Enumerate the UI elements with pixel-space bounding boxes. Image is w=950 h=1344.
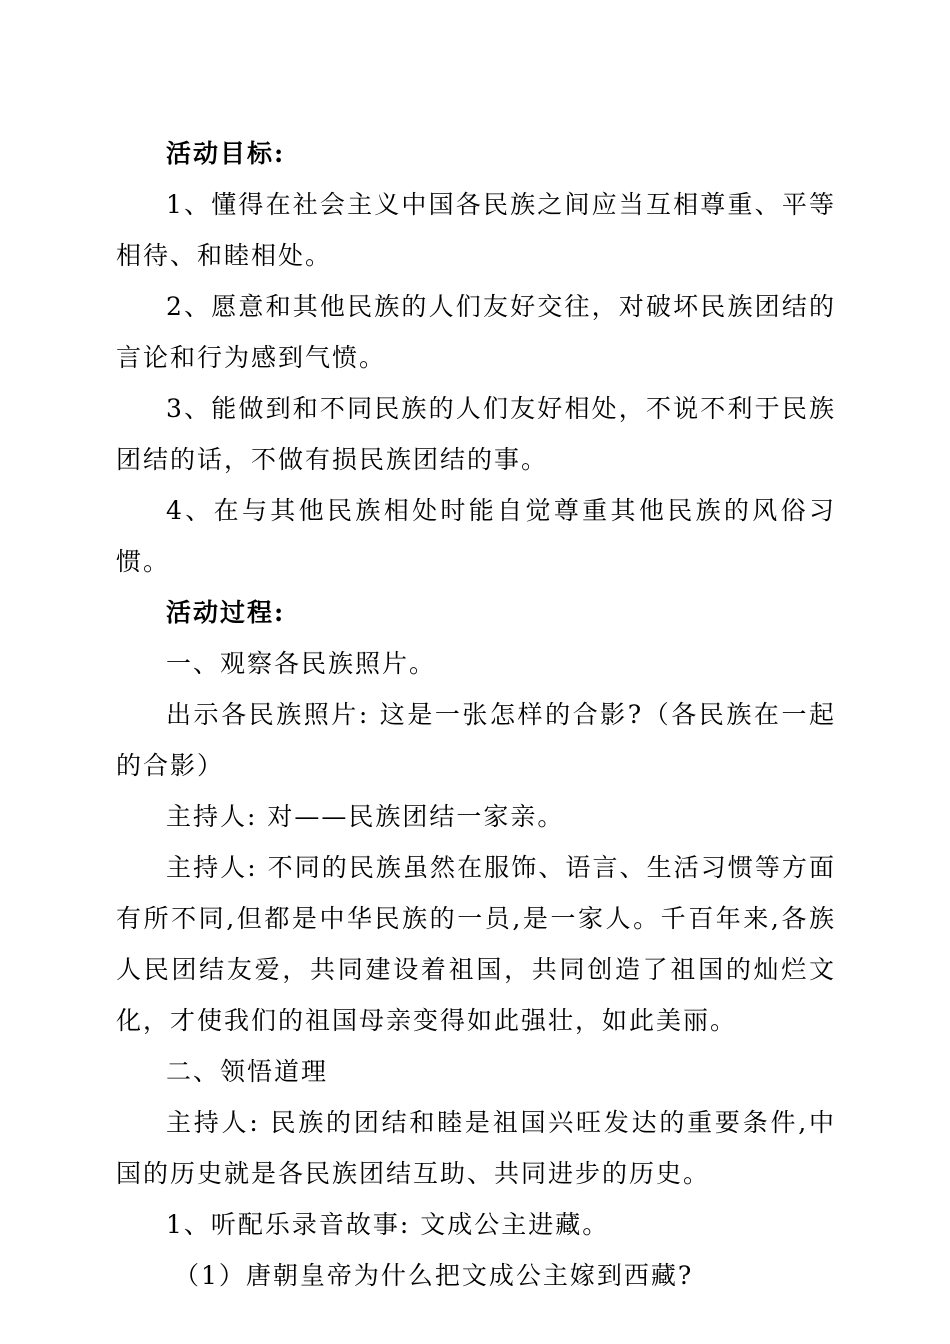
document-body [116, 128, 836, 1301]
host-line-1: 主持人: 对——民族团结一家亲。 [166, 802, 565, 831]
section-1-title: 一、观察各民族照片。 [166, 649, 437, 678]
host-line-3: 主持人: 民族的团结和睦是祖国兴旺发达的重要条件,中国的历史就是各民族团结互助、共同进步的历史。 [116, 1108, 836, 1188]
goal-2: 2、愿意和其他民族的人们友好交往，对破坏民族团结的言论和行为感到气愤。 [116, 292, 836, 372]
goal-4: 4、在与其他民族相处时能自觉尊重其他民族的风俗习惯。 [116, 496, 836, 576]
process-heading: 活动过程: [166, 598, 286, 627]
item-1: 1、听配乐录音故事: 文成公主进藏。 [166, 1210, 610, 1239]
goal-3: 3、能做到和不同民族的人们友好相处，不说不利于民族团结的话，不做有损民族团结的事。 [116, 394, 836, 474]
section-2-title: 二、领悟道理 [166, 1057, 329, 1086]
goals-heading: 活动目标: [166, 139, 286, 168]
question-1: （1）唐朝皇帝为什么把文成公主嫁到西藏? [174, 1261, 694, 1290]
host-line-2: 主持人: 不同的民族虽然在服饰、语言、生活习惯等方面有所不同,但都是中华民族的一员,是一家人。千百年来,各族人民团结友爱，共同建设着祖国，共同创造了祖国的灿烂文化，才使我们的祖国母亲变得如此强壮，如此美丽。 [116, 853, 836, 1035]
goal-1: 1、懂得在社会主义中国各民族之间应当互相尊重、平等相待、和睦相处。 [116, 190, 836, 270]
show-photos-paragraph: 出示各民族照片: 这是一张怎样的合影?（各民族在一起的合影） [116, 700, 836, 780]
